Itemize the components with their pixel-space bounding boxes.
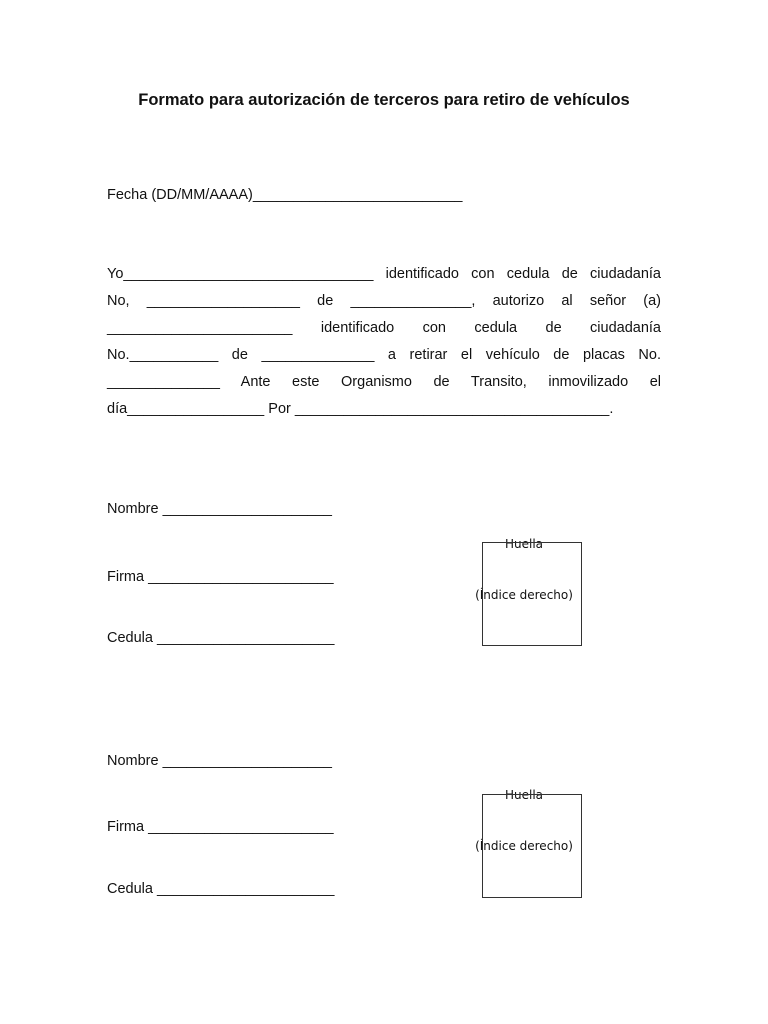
paragraph-line-3: _______________________ identificado con cedula de ciudadanía bbox=[107, 320, 661, 336]
paragraph-line-1: Yo_______________________________ identificado con cedula de ciudadanía bbox=[107, 266, 661, 282]
fecha-field: Fecha (DD/MM/AAAA)__________________________ bbox=[107, 187, 463, 203]
cedula-field-1: Cedula ______________________ bbox=[107, 630, 335, 646]
huella-subtitle-2: (Índice derecho) bbox=[475, 839, 573, 853]
nombre-field-1: Nombre _____________________ bbox=[107, 501, 332, 517]
paragraph-line-4: No.___________ de ______________ a retirar el vehículo de placas No. bbox=[107, 347, 661, 363]
paragraph-line-2: No, ___________________ de _______________, autorizo al señor (a) bbox=[107, 293, 661, 309]
firma-field-1: Firma _______________________ bbox=[107, 569, 334, 585]
firma-field-2: Firma _______________________ bbox=[107, 819, 334, 835]
paragraph-line-5: ______________ Ante este Organismo de Transito, inmovilizado el bbox=[107, 374, 661, 390]
nombre-field-2: Nombre _____________________ bbox=[107, 753, 332, 769]
fingerprint-box-2 bbox=[482, 794, 582, 898]
huella-subtitle-1: (Índice derecho) bbox=[475, 588, 573, 602]
paragraph-line-6: día_________________ Por _______________________________________. bbox=[107, 401, 614, 417]
fingerprint-box-1 bbox=[482, 542, 582, 646]
huella-title-2: Huella bbox=[504, 788, 544, 802]
huella-title-1: Huella bbox=[504, 537, 544, 551]
cedula-field-2: Cedula ______________________ bbox=[107, 881, 335, 897]
document-title: Formato para autorización de terceros para retiro de vehículos bbox=[138, 91, 630, 109]
